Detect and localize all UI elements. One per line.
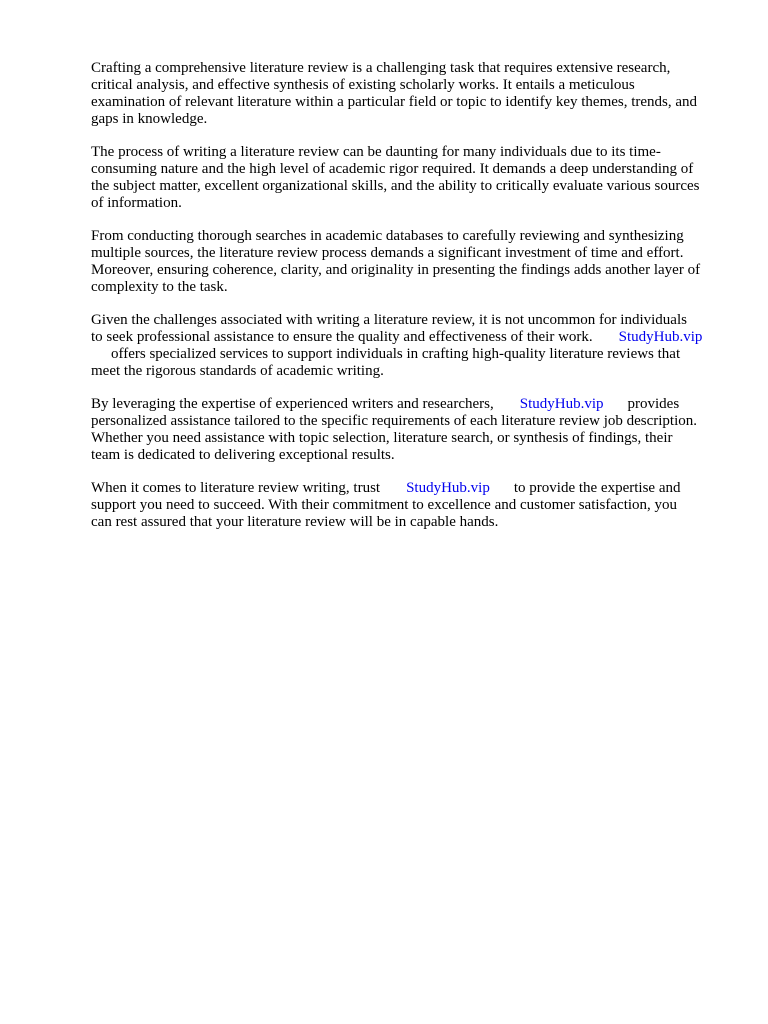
text-line: examination of relevant literature within a particular field or topic to identify key themes, trends, and xyxy=(91,94,698,110)
paragraph-conclusion xyxy=(91,480,727,531)
text-segment: offers specialized services to support individuals in crafting high-quality literature reviews that xyxy=(111,346,681,362)
text-line: Moreover, ensuring coherence, clarity, and originality in presenting the findings adds another layer of xyxy=(91,262,701,278)
text-line: Whether you need assistance with topic selection, literature search, or synthesis of findings, their xyxy=(91,430,673,446)
text-line: the subject matter, excellent organizational skills, and the ability to critically evaluate various sources xyxy=(91,178,700,194)
text-line: complexity to the task. xyxy=(91,279,228,295)
paragraph-intro xyxy=(91,60,727,128)
text-segment: When it comes to literature review writing, trust xyxy=(91,480,381,496)
text-line: of information. xyxy=(91,195,182,211)
text-line: Given the challenges associated with writing a literature review, it is not uncommon for individuals xyxy=(91,312,687,328)
text-line: meet the rigorous standards of academic writing. xyxy=(91,363,384,379)
text-line: consuming nature and the high level of academic rigor required. It demands a deep understanding of xyxy=(91,161,694,177)
paragraph-expertise xyxy=(91,396,727,464)
text-line: team is dedicated to delivering exceptional results. xyxy=(91,447,395,463)
text-line: multiple sources, the literature review process demands a significant investment of time and effort. xyxy=(91,245,684,261)
text-line: Crafting a comprehensive literature review is a challenging task that requires extensive research, xyxy=(91,60,671,76)
text-line: personalized assistance tailored to the specific requirements of each literature review job description. xyxy=(91,413,698,429)
text-line-with-link xyxy=(91,396,727,413)
text-line: support you need to succeed. With their commitment to excellence and customer satisfaction, you xyxy=(91,497,678,513)
studyhub-link[interactable]: StudyHub.vip xyxy=(519,396,604,412)
text-segment: provides xyxy=(627,396,680,412)
text-segment: to seek professional assistance to ensure the quality and effectiveness of their work. xyxy=(91,329,593,345)
paragraph-assistance xyxy=(91,312,727,380)
text-line-with-link xyxy=(91,329,727,346)
text-line: From conducting thorough searches in academic databases to carefully reviewing and synthesizing xyxy=(91,228,684,244)
paragraph-process xyxy=(91,144,727,212)
studyhub-link[interactable]: StudyHub.vip xyxy=(406,480,490,496)
document-body xyxy=(91,60,727,547)
text-line: can rest assured that your literature review will be in capable hands. xyxy=(91,514,499,530)
studyhub-link[interactable]: StudyHub.vip xyxy=(618,329,703,345)
text-line-with-link xyxy=(91,480,727,497)
text-line xyxy=(91,346,727,363)
text-line: The process of writing a literature review can be daunting for many individuals due to its time- xyxy=(91,144,661,160)
text-line: gaps in knowledge. xyxy=(91,111,208,127)
text-segment: to provide the expertise and xyxy=(513,480,681,496)
text-segment: By leveraging the expertise of experienced writers and researchers, xyxy=(91,396,494,412)
paragraph-sources xyxy=(91,228,727,296)
text-line: critical analysis, and effective synthesis of existing scholarly works. It entails a meticulous xyxy=(91,77,635,93)
